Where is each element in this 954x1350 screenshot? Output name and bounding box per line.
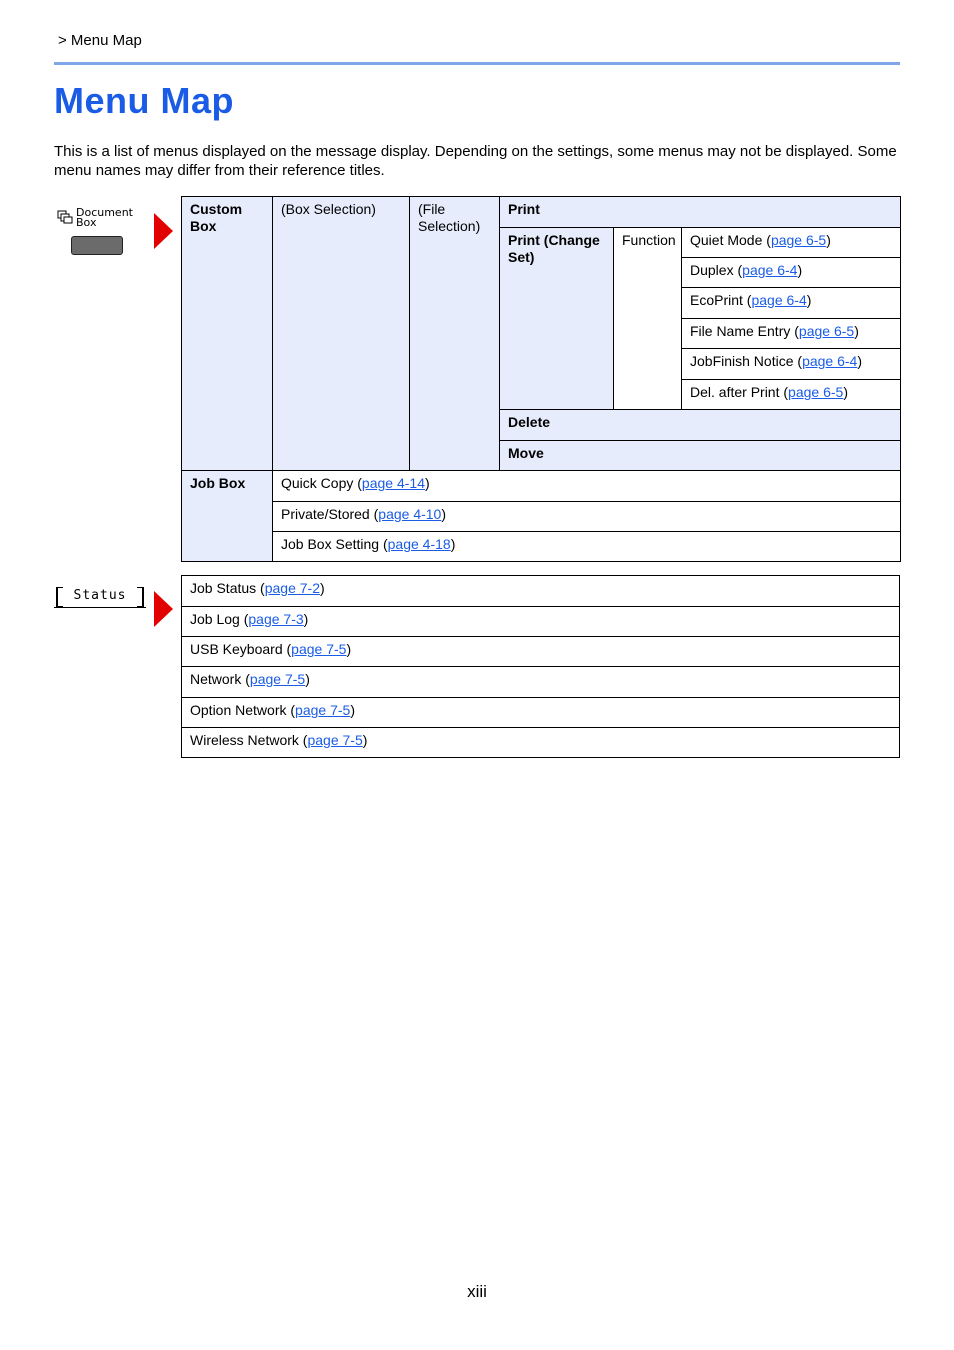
breadcrumb[interactable]: > Menu Map (58, 32, 142, 49)
status-item-label: Option Network (190, 702, 287, 718)
function-item: Quiet Mode (page 6-5) (682, 228, 901, 258)
page-link[interactable]: page 6-4 (742, 262, 798, 278)
page-link[interactable]: page 4-10 (378, 506, 442, 522)
page-link[interactable]: page 7-5 (291, 641, 347, 657)
page-link[interactable]: page 6-4 (751, 292, 807, 308)
status-menu-table (181, 575, 900, 758)
status-item-label: Job Log (190, 611, 240, 627)
job-box-item-label: Job Box Setting (281, 536, 380, 552)
job-box-cell: Job Box (182, 471, 273, 562)
job-box-item: Private/Stored (page 4-10) (273, 502, 901, 532)
page-link[interactable]: page 6-4 (802, 353, 858, 369)
page-link[interactable]: page 4-18 (387, 536, 451, 552)
document-box-label (76, 208, 133, 228)
status-key-label: Status (73, 588, 127, 603)
job-box-item-label: Quick Copy (281, 475, 354, 491)
arrow-right-icon (154, 213, 173, 249)
function-item: JobFinish Notice (page 6-4) (682, 349, 901, 380)
document-box-key (56, 208, 152, 258)
status-item-label: Network (190, 671, 242, 687)
box-selection-cell: (Box Selection) (273, 197, 410, 471)
function-item-label: Del. after Print (690, 384, 780, 400)
page-link[interactable]: page 6-5 (770, 232, 827, 248)
function-item-label: JobFinish Notice (690, 353, 794, 369)
page-number: xiii (467, 1282, 487, 1301)
document-box-icon (57, 210, 73, 224)
document-box-label-line2: Box (76, 216, 97, 229)
custom-box-cell: Custom Box (182, 197, 273, 471)
page-link[interactable]: page 6-5 (798, 323, 855, 339)
page-link[interactable]: page 7-5 (295, 702, 351, 718)
arrow-right-icon (154, 591, 173, 627)
print-change-set-cell: Print (Change Set) (500, 228, 614, 410)
page-link[interactable]: page 7-3 (248, 611, 304, 627)
intro-text: This is a list of menus displayed on the message display. Depending on the settings, some menus may not be displayed. Some menu names may differ from their reference titles. (54, 143, 897, 179)
status-item: Wireless Network (page 7-5) (182, 728, 900, 758)
status-item: USB Keyboard (page 7-5) (182, 637, 900, 667)
delete-cell: Delete (500, 410, 901, 441)
function-item: EcoPrint (page 6-4) (682, 288, 901, 319)
job-box-item: Job Box Setting (page 4-18) (273, 532, 901, 562)
status-item: Option Network (page 7-5) (182, 698, 900, 728)
page-link[interactable]: page 7-5 (249, 671, 306, 687)
function-item: Del. after Print (page 6-5) (682, 380, 901, 410)
status-item-label: Wireless Network (190, 732, 299, 748)
page-link[interactable]: page 7-2 (264, 580, 320, 596)
status-item: Job Log (page 7-3) (182, 607, 900, 637)
function-item-label: Quiet Mode (690, 232, 763, 248)
file-selection-cell: (File Selection) (410, 197, 500, 471)
status-item: Network (page 7-5) (182, 667, 900, 698)
page-link[interactable]: page 7-5 (307, 732, 363, 748)
function-item-label: File Name Entry (690, 323, 791, 339)
status-key-underline (54, 607, 146, 608)
status-item-label: USB Keyboard (190, 641, 283, 657)
status-key (54, 586, 146, 608)
function-item: Duplex (page 6-4) (682, 258, 901, 288)
move-cell: Move (500, 441, 901, 471)
page-link[interactable]: page 6-5 (788, 384, 844, 400)
page-title: Menu Map (54, 80, 234, 121)
function-item-label: EcoPrint (690, 292, 743, 308)
function-item: File Name Entry (page 6-5) (682, 319, 901, 349)
function-item-label: Duplex (690, 262, 734, 278)
header-rule (54, 62, 900, 65)
function-cell: Function (614, 228, 682, 410)
print-cell: Print (500, 197, 901, 228)
status-item: Job Status (page 7-2) (182, 576, 900, 607)
document-box-label-line1: Document (76, 206, 133, 219)
document-box-button (71, 236, 123, 255)
page-link[interactable]: page 4-14 (361, 475, 425, 491)
job-box-item: Quick Copy (page 4-14) (273, 471, 901, 502)
job-box-item-label: Private/Stored (281, 506, 370, 522)
status-item-label: Job Status (190, 580, 257, 596)
right-bracket-icon (137, 587, 144, 607)
document-box-menu-table (181, 196, 901, 562)
